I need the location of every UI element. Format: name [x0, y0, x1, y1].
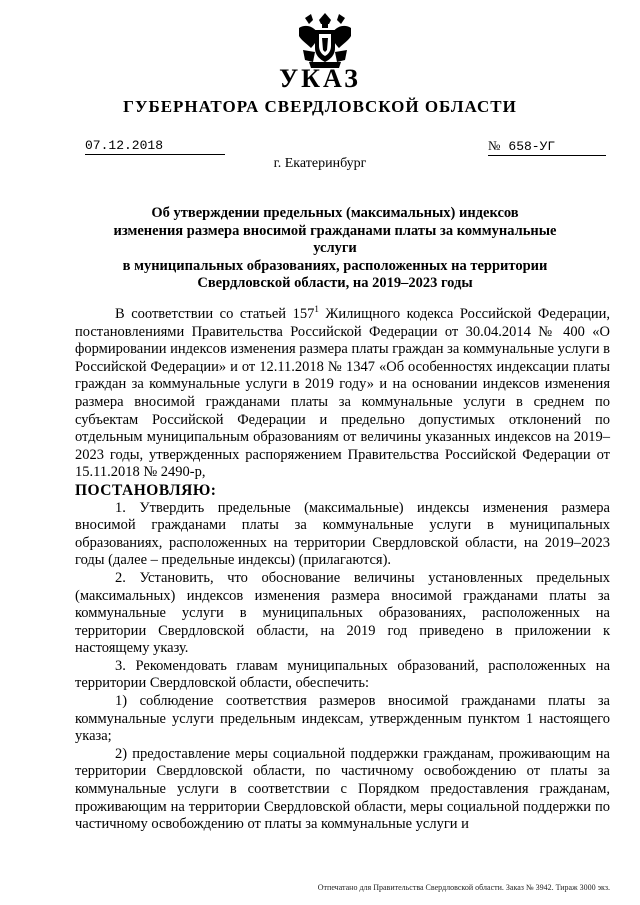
superscript: 1: [314, 304, 319, 315]
document-body: [75, 306, 610, 834]
decree-number: [488, 138, 606, 156]
number-sign: №: [488, 138, 501, 153]
paragraph: 2) предоставление меры социальной поддержки гражданам, проживающим на территории Свердловской области, по частичному освобождению от платы за коммунальные услуги в соответствии с Порядком предоставления гражданам, проживающим на территории Свердловской области, меры социальной поддержки по частичному освобождению от платы за коммунальные услуги и: [75, 745, 610, 833]
decree-title-line: Свердловской области, на 2019–2023 годы: [197, 275, 473, 291]
decree-date: 07.12.2018: [85, 138, 225, 155]
decree-title: [95, 205, 575, 293]
document-title: УКАЗ: [279, 64, 361, 93]
coat-of-arms-icon: [295, 12, 355, 70]
decree-title-line: изменения размера вносимой гражданами платы за коммунальные услуги: [113, 222, 557, 256]
city: г. Екатеринбург: [273, 156, 367, 171]
number-value: 658-УГ: [508, 139, 556, 154]
paragraph: 3. Рекомендовать главам муниципальных образований, расположенных на территории Свердловской области, обеспечить:: [75, 657, 610, 692]
print-imprint: Отпечатано для Правительства Свердловской области. Заказ № 3942. Тираж 3000 экз.: [317, 883, 610, 892]
decree-word: ПОСТАНОВЛЯЮ:: [75, 481, 217, 499]
preamble: В соответствии со статьей $157^1$ Жилищного кодекса Российской Федерации, постановлениями Правительства Российской Федерации от 30.04.2014 № 400 «О формировании индексов изменения размера платы граждан за коммунальные услуги в Российской Федерации» и от 12.11.2018 № 1347 «Об особенностях индексации платы граждан за коммунальные услуги в 2019 году» и на основании индексов изменения размера вносимой гражданами платы за коммунальные услуги в среднем по субъектам Российской Федерации и предельно допустимых отклонений по отдельным муниципальным образованиям от величины указанных индексов на 2019–2023 годы, утвержденных распоряжением Правительства Российской Федерации от 15.11.2018 № 2490-р,: [75, 304, 610, 481]
document-subtitle: ГУБЕРНАТОРА СВЕРДЛОВСКОЙ ОБЛАСТИ: [123, 97, 517, 116]
decree-title-line: Об утверждении предельных (максимальных) индексов: [151, 205, 519, 221]
decree-title-line: в муниципальных образованиях, расположенных на территории: [122, 257, 548, 274]
paragraph: 2. Установить, что обоснование величины установленных предельных (максимальных) индексов изменения размера вносимой гражданами платы за коммунальные услуги в муниципальных образованиях, расположенных на территории Свердловской области, на 2019 год приведено в приложении к настоящему указу.: [75, 569, 610, 657]
paragraph: 1. Утвердить предельные (максимальные) индексы изменения размера вносимой гражданами платы за коммунальные услуги в муниципальных образованиях, расположенных на территории Свердловской области, на 2019–2023 годы (далее – предельные индексы) (прилагаются).: [75, 499, 610, 569]
paragraph: 1) соблюдение соответствия размеров вносимой гражданами платы за коммунальные услуги предельным индексам, утвержденным пунктом 1 настоящего указа;: [75, 693, 610, 745]
